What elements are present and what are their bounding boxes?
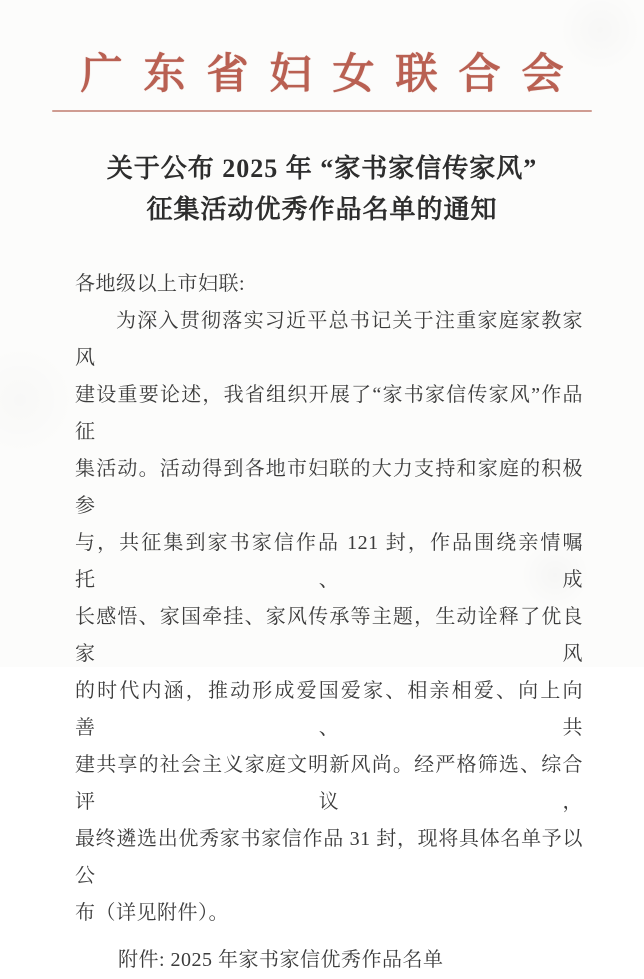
body-line: 布（详见附件）。 (75, 902, 229, 925)
body-line: 的时代内涵，推动形成爱国爱家、相亲相爱、向上向善、共 (75, 680, 583, 740)
body-line: 为深入贯彻落实习近平总书记关于注重家庭家教家风 (75, 310, 583, 370)
letterhead-divider-line (52, 110, 592, 112)
body-line: 与，共征集到家书家信作品 121 封，作品围绕亲情嘱托、成 (75, 532, 583, 592)
document-title-line1: 关于公布 2025 年 “家书家信传家风” (106, 154, 538, 184)
attachment-reference: 附件: 2025 年家书家信优秀作品名单 (118, 949, 444, 972)
body-line: 建设重要论述，我省组织开展了“家书家信传家风”作品征 (75, 384, 583, 444)
letterhead-org-name: 广东省妇女联合会 (80, 52, 585, 98)
salutation: 各地级以上市妇联: (75, 273, 246, 296)
body-line: 长感悟、家国牵挂、家风传承等主题，生动诠释了优良家风 (75, 606, 583, 666)
document-title-line2: 征集活动优秀作品名单的通知 (146, 195, 498, 225)
letterhead (0, 0, 644, 112)
body-line: 集活动。活动得到各地市妇联的大力支持和家庭的积极参 (75, 458, 583, 518)
body-line: 建共享的社会主义家庭文明新风尚。经严格筛选、综合评议， (75, 754, 583, 814)
document-title (0, 148, 644, 230)
document-body (75, 266, 583, 979)
body-line: 最终遴选出优秀家书家信作品 31 封，现将具体名单予以公 (75, 828, 583, 888)
